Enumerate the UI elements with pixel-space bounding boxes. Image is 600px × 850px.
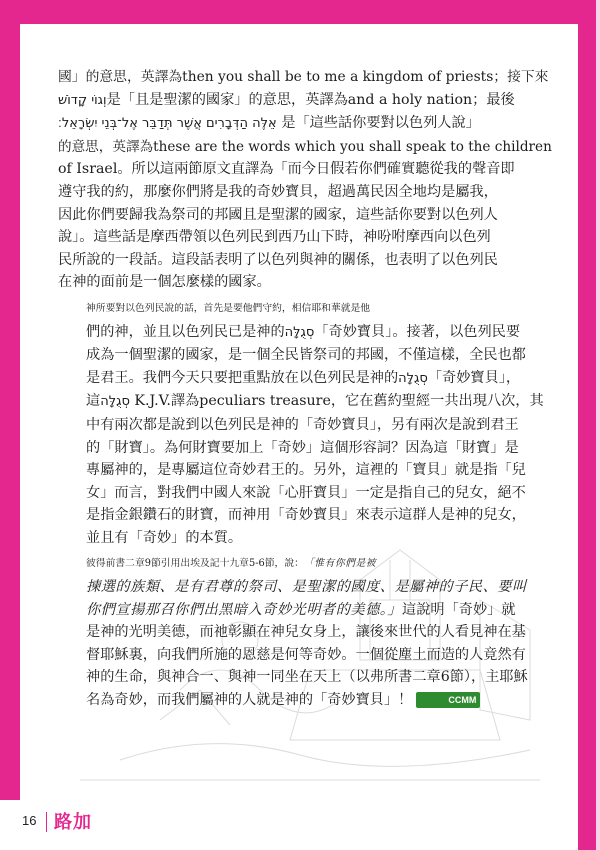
scripture-quote: 你們宣揚那召你們出黑暗入奇妙光明者的美德。」 — [86, 601, 403, 618]
ccmm-badge: CCMM — [416, 692, 480, 708]
text-line — [58, 576, 554, 599]
scripture-quote: 「惟有你們是被 — [303, 558, 377, 570]
text-segment: 這 — [86, 393, 101, 410]
text-segment: 說」。這些話是摩西帶領以色列民到西乃山下時，神吩咐摩西向以色列 — [58, 229, 491, 246]
text-line — [58, 181, 554, 204]
hebrew-term: סְגֻלָּה — [398, 370, 428, 386]
text-line — [58, 344, 554, 367]
text-line — [58, 136, 554, 159]
text-segment: 是指金銀鑽石的財寶，而神用「奇妙寶貝」來表示這群人是神的兒女， — [86, 507, 526, 524]
footer-divider — [46, 812, 47, 832]
text-segment: 民所說的一段話。這段話表明了以色列與神的關係，也表明了以色列民 — [58, 251, 498, 268]
text-segment: 這說明「奇妙」就 — [402, 601, 516, 618]
page-number: 16 — [22, 813, 37, 828]
text-line — [58, 390, 554, 414]
text-segment: 國」的意思，英譯為then you shall be to me a kingdom of priests；接下來 — [58, 69, 549, 85]
text-line — [58, 482, 554, 505]
text-line — [58, 437, 554, 460]
text-line — [58, 321, 554, 345]
paragraph — [58, 553, 554, 711]
top-magenta-band — [0, 0, 600, 24]
text-segment: 是神的光明美德，而祂彰顯在神兒女身上，讓後來世代的人看見神在基 — [86, 624, 526, 641]
text-line — [58, 249, 554, 272]
text-segment: 的「財寶」。為何財寶要加上「奇妙」這個形容詞？因為這「財寶」是 — [86, 439, 519, 456]
hebrew-term: וְגוֹי קָדוֹשׁ — [58, 92, 107, 108]
text-segment: 彼得前書二章9節引用出埃及記十九章5-6節，說： — [86, 558, 304, 570]
text-line — [58, 89, 554, 113]
hebrew-term: סְגֻלָּה — [284, 324, 315, 340]
text-segment: 是「這些話你要對以色列人說」 — [276, 115, 480, 132]
text-line — [58, 204, 554, 227]
text-line — [58, 666, 554, 689]
text-segment: 督耶穌裏，向我們所施的恩慈是何等奇妙。一個從塵土而造的人竟然有 — [86, 646, 526, 663]
text-segment: of Israel。所以這兩節原文直譯為「而今日假若你們確實聽從我的聲音即 — [58, 161, 515, 178]
text-segment: K.J.V.譯為peculiars treasure，它在舊約聖經一共出現八次，其 — [129, 393, 544, 410]
text-segment: 並且有「奇妙」的本質。 — [86, 529, 243, 546]
text-segment: 成為一個聖潔的國家，是一個全民皆祭司的邦國，不僅這樣，全民也都 — [86, 347, 526, 364]
text-segment: 因此你們要歸我為祭司的邦國且是聖潔的國家，這些話你要對以色列人 — [58, 206, 498, 223]
text-line — [58, 504, 554, 527]
paragraph — [58, 298, 554, 550]
text-line — [58, 226, 554, 249]
text-segment: 在神的面前是一個怎麼樣的國家。 — [58, 274, 271, 291]
text-segment: 是「且是聖潔的國家」的意思，英譯為and a holy nation；最後 — [106, 91, 515, 108]
hebrew-term: אֵלֶּה הַדְּבָרִים אֲשֶׁר תְּדַבֵּר אֶל־בְּנֵי יִשְׂרָאֵל׃ — [58, 116, 277, 132]
text-segment: 名為奇妙，而我們屬神的人就是神的「奇妙寶貝」！ — [86, 692, 413, 709]
text-line — [58, 599, 554, 622]
text-line — [58, 527, 554, 550]
right-band-highlight — [596, 0, 600, 850]
text-segment: 專屬神的，是專屬這位奇妙君王的。另外，這裡的「寶貝」就是指「兒 — [86, 462, 526, 479]
text-segment: 的意思，英譯為these are the words which you shall speak to the children — [58, 138, 552, 155]
article-body — [58, 66, 554, 716]
text-segment: 們的神，並且以色列民已是神的 — [86, 323, 285, 340]
text-line — [58, 112, 554, 136]
magazine-title: 路加 — [54, 812, 92, 833]
left-magenta-band — [0, 0, 20, 800]
text-line — [58, 158, 554, 181]
text-line — [58, 66, 554, 89]
text-segment: 「奇妙寶貝」， — [427, 369, 521, 386]
paragraph — [58, 66, 554, 294]
text-line — [58, 553, 554, 576]
text-line — [58, 414, 554, 437]
text-segment: 是君王。我們今天只要把重點放在以色列民是神的 — [86, 369, 399, 386]
text-line — [58, 621, 554, 644]
text-segment: 「奇妙寶貝」。接著，以色列民要 — [314, 323, 521, 340]
text-line — [58, 271, 554, 294]
text-line — [58, 367, 554, 391]
text-segment: 女」而言，對我們中國人來說「心肝寶貝」一定是指自己的兒女，絕不 — [86, 484, 526, 501]
hebrew-term: סְגֻלָּה — [100, 394, 130, 410]
text-segment: 神的生命，與神合一、與神一同坐在天上（以弗所書二章6節），主耶穌 — [86, 669, 528, 686]
text-line — [58, 298, 554, 321]
scripture-quote: 揀選的族類、是有君尊的祭司、是聖潔的國度、是屬神的子民、要叫 — [86, 579, 527, 596]
text-segment: 中有兩次都是說到以色列民是神的「奇妙寶貝」，另有兩次是說到君王 — [86, 416, 519, 433]
text-line — [58, 689, 554, 712]
text-segment: 遵守我的約，那麼你們將是我的奇妙寶貝，超過萬民因全地均是屬我， — [58, 183, 498, 200]
text-line — [58, 644, 554, 667]
text-segment: 神所要對以色列民說的話，首先是要他們守約，相信耶和華就是他 — [86, 302, 371, 314]
text-line — [58, 459, 554, 482]
